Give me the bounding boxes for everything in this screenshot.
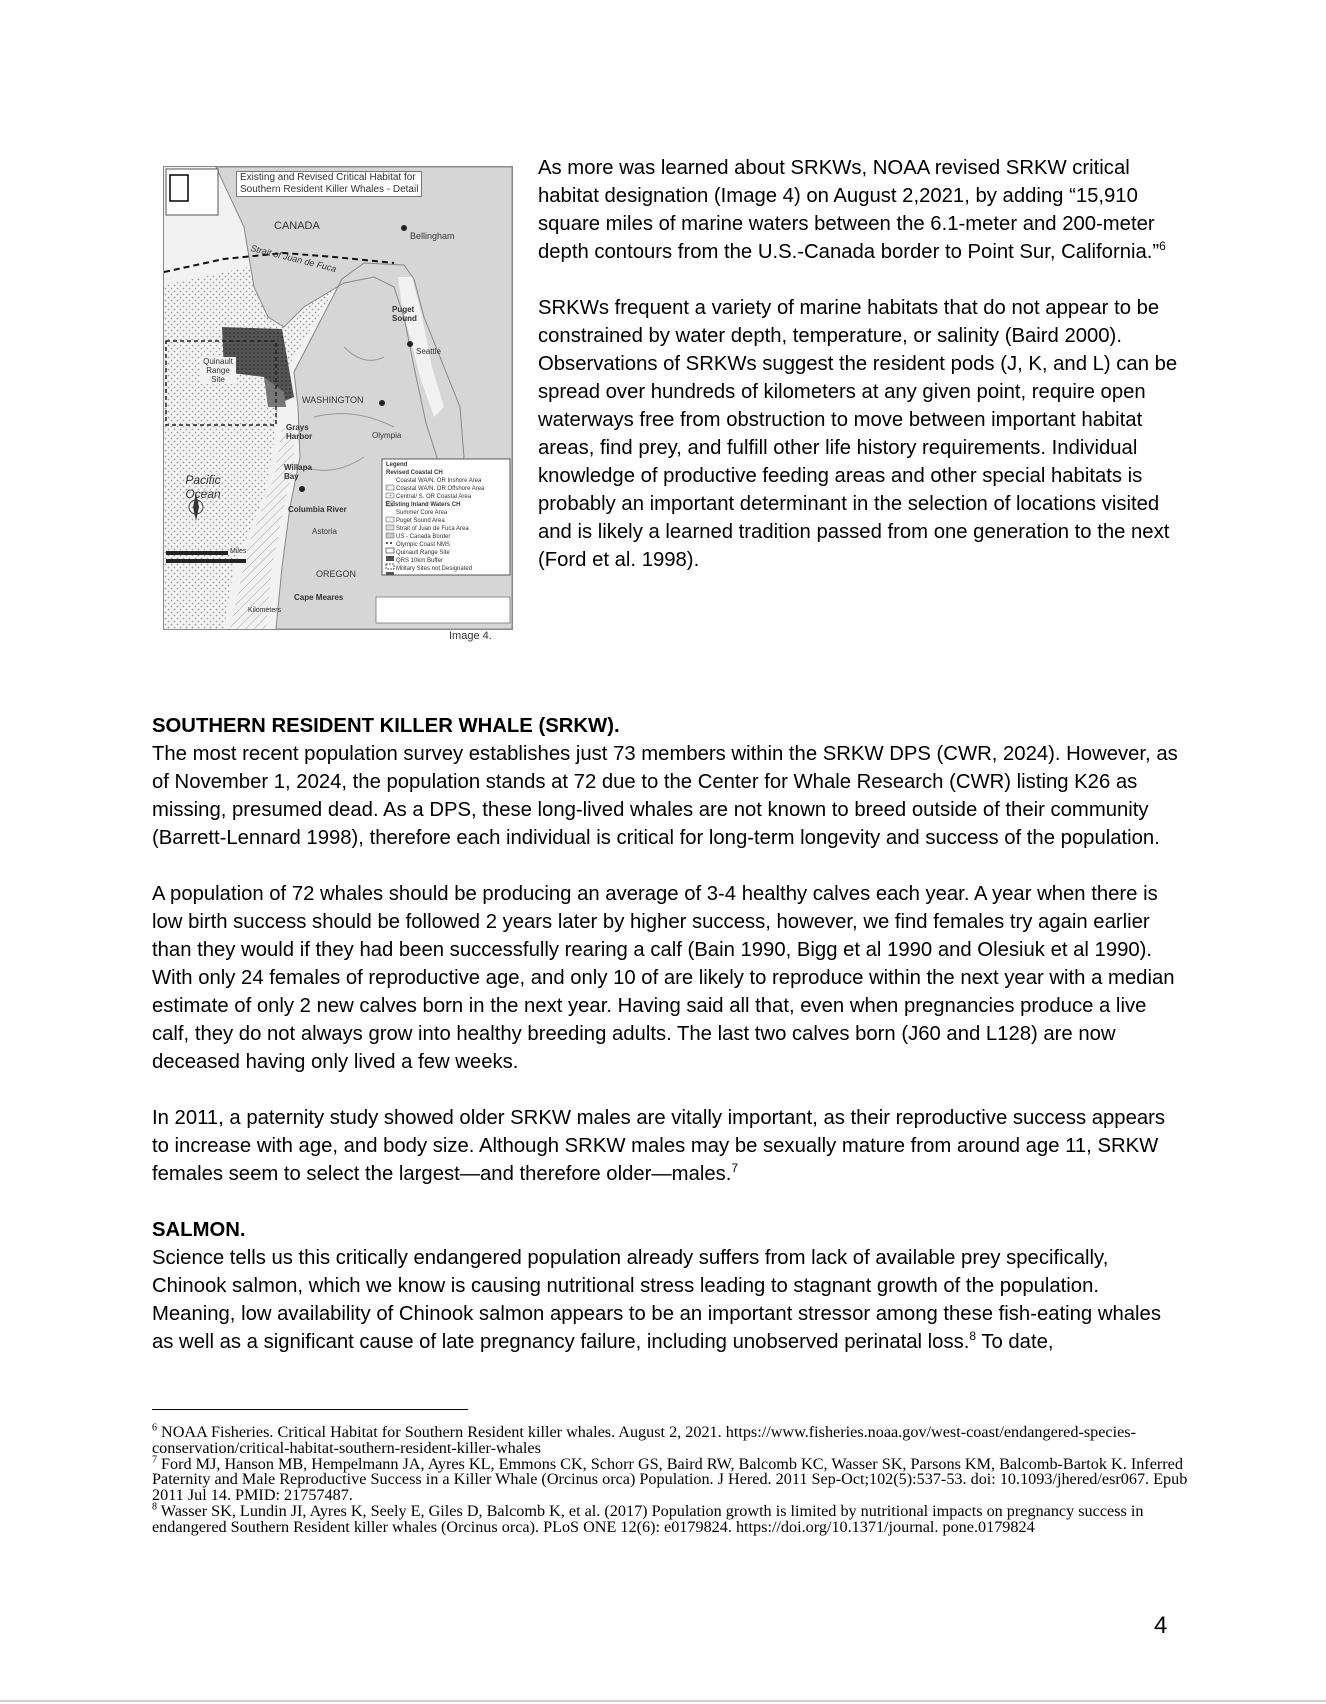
footnote-ref-7[interactable]: 7 <box>731 1161 739 1176</box>
legend-title: Legend <box>386 462 408 468</box>
page-number: 4 <box>1154 1612 1168 1639</box>
footnote-text: NOAA Fisheries. Critical Habitat for Southern Resident killer whales. August 2, 2021. https://www.fisheries.noaa.gov/west-coast/endangered-species-conservation/critical-habitat-southern-resident-killer-whales <box>152 1423 1136 1457</box>
footnote-6 <box>152 1422 1192 1457</box>
paternity-text: In 2011, a paternity study showed older SRKW males are vitally important, as their reproductive success appears to increase with age, and body size. Although SRKW males may be sexually mature from around age 11, SRKW females seem to select the largest—and therefore older—males. <box>152 1107 1166 1185</box>
main-body-text <box>152 712 1182 1384</box>
legend-item: Coastal WA/N. OR Inshore Area <box>396 478 482 484</box>
label-washington: WASHINGTON <box>302 395 364 405</box>
footnote-number: 8 <box>152 1501 157 1513</box>
legend-item: Puget Sound Area <box>396 518 445 524</box>
critical-habitat-figure <box>163 166 511 646</box>
calves-paragraph: A population of 72 whales should be producing an average of 3-4 healthy calves each year. A year when there is low birth success should be followed 2 years later by higher success, however, we find females try again earlier than they would if they had been successfully rearing a calf (Bain 1990, Bigg et al 1990 and Olesiuk et al 1990). With only 24 females of reproductive age, and only 10 of are likely to reproduce within the next year with a median estimate of only 2 new calves born in the next year. Having said all that, even when pregnancies produce a live calf, they do not always grow into healthy breeding adults. The last two calves born (J60 and L128) are now deceased having only lived a few weeks. <box>152 883 1175 1073</box>
legend-existing-heading: Existing Inland Waters CH <box>386 502 461 508</box>
legend-item: Quinault Range Site <box>396 550 450 556</box>
footnote-ref-8[interactable]: 8 <box>969 1329 977 1344</box>
right-column-text <box>538 154 1178 602</box>
footnote-separator <box>152 1409 468 1410</box>
salmon-text-continued: To date, <box>976 1331 1054 1353</box>
footnote-7 <box>152 1454 1192 1505</box>
footnote-8 <box>152 1501 1192 1536</box>
label-miles: Miles <box>230 548 247 555</box>
critical-habitat-text: As more was learned about SRKWs, NOAA revised SRKW critical habitat designation (Image 4) on August 2,2021, by adding “15,910 square miles of marine waters between the 6.1-meter and 200-meter depth contours from the U.S.-Canada border to Point Sur, California.” <box>538 157 1160 263</box>
footnotes <box>152 1422 1192 1536</box>
label-quinault: Quinault Range Site <box>200 357 236 384</box>
salmon-section <box>152 1216 1182 1356</box>
legend-item: Central/ S. OR Coastal Area <box>396 494 472 500</box>
salmon-text: Science tells us this critically endangered population already suffers from lack of available prey specifically, Chinook salmon, which we know is causing nutritional stress leading to stagnant growth of the population. Meaning, low availability of Chinook salmon appears to be an important stressor among these fish-eating whales as well as a significant cause of late pregnancy failure, including unobserved perinatal loss. <box>152 1247 1161 1353</box>
label-cape-meares: Cape Meares <box>294 593 344 602</box>
label-puget-sound: Puget Sound <box>392 305 417 323</box>
footnote-number: 7 <box>152 1454 157 1466</box>
map-title <box>236 171 422 197</box>
salmon-heading: SALMON. <box>152 1219 246 1241</box>
footnote-number: 6 <box>152 1422 157 1434</box>
label-pacific-ocean: Pacific Ocean <box>185 473 221 501</box>
label-oregon: OREGON <box>316 569 357 579</box>
label-grays-harbor: Grays Harbor <box>286 423 313 441</box>
label-willapa-bay: Willapa Bay <box>284 463 312 481</box>
map-legend <box>386 461 484 573</box>
srkw-paragraph: The most recent population survey establishes just 73 members within the SRKW DPS (CWR, 2024). However, as of November 1, 2024, the population stands at 72 due to the Center for Whale Research (CWR) listing K26 as missing, presumed dead. As a DPS, these long-lived whales are not known to breed outside of their community (Barrett-Lennard 1998), therefore each individual is critical for long-term longevity and success of the population. <box>152 743 1178 849</box>
map-title-line-1: Existing and Revised Critical Habitat for <box>240 172 416 183</box>
legend-item: US - Canada Border <box>396 534 451 540</box>
legend-revised-heading: Revised Coastal CH <box>386 470 443 476</box>
map-title-line-2: Southern Resident Killer Whales - Detail <box>240 184 419 195</box>
legend-item: Strait of Juan de Fuca Area <box>396 526 469 532</box>
label-columbia-river: Columbia River <box>288 505 347 514</box>
label-astoria: Astoria <box>312 527 337 536</box>
label-canada: CANADA <box>274 220 320 232</box>
footnote-ref-6[interactable]: 6 <box>1159 239 1166 254</box>
habitat-paragraph: SRKWs frequent a variety of marine habitats that do not appear to be constrained by water depth, temperature, or salinity (Baird 2000). Observations of SRKWs suggest the resident pods (J, K, and L) can be spread over hundreds of kilometers at any given point, require open waterways free from obstruction to move between important habitat areas, find prey, and fulfill other life history requirements. Individual knowledge of productive feeding areas and other special habitats is probably an important determinant in the selection of locations visited and is likely a learned tradition passed from one generation to the next (Ford et al. 1998). <box>538 297 1178 571</box>
figure-caption: Image 4. <box>449 630 492 642</box>
paternity-paragraph <box>152 1104 1182 1188</box>
footnote-text: Ford MJ, Hanson MB, Hempelmann JA, Ayres KL, Emmons CK, Schorr GS, Baird RW, Balcomb KC, Wasser SK, Parsons KM, Balcomb-Bartok K. Inferred Paternity and Male Reproductive Success in a Killer Whale (Orcinus orca) Population. J Hered. 2011 Sep-Oct;102(5):537-53. doi: 10.1093/jhered/esr067. Epub 2011 Jul 14. PMID: 21757487. <box>152 1454 1188 1505</box>
legend-item: QRS 10km Buffer <box>396 558 443 564</box>
legend-item: Coastal WA/N. OR Offshore Area <box>396 486 485 492</box>
legend-item: Olympic Coast NMS <box>396 542 451 548</box>
label-olympia: Olympia <box>372 431 402 440</box>
critical-habitat-map <box>163 166 513 630</box>
label-strait: Strait of Juan de Fuca <box>249 243 338 275</box>
critical-habitat-paragraph <box>538 154 1178 266</box>
label-kilometers: Kilometers <box>248 607 282 614</box>
footnote-text: Wasser SK, Lundin JI, Ayres K, Seely E, Giles D, Balcomb K, et al. (2017) Population growth is limited by nutritional impacts on pregnancy success in endangered Southern Resident killer whales (Orcinus orca). PLoS ONE 12(6): e0179824. https://doi.org/10.1371/journal. pone.0179824 <box>152 1501 1144 1536</box>
label-seattle: Seattle <box>416 347 441 356</box>
page-bottom-edge <box>0 1700 1326 1702</box>
srkw-section <box>152 712 1182 852</box>
legend-item: Military Sites not Designated <box>396 566 473 572</box>
srkw-heading: SOUTHERN RESIDENT KILLER WHALE (SRKW). <box>152 715 620 737</box>
legend-item: Summer Core Area <box>396 510 448 516</box>
label-bellingham: Bellingham <box>410 231 455 241</box>
